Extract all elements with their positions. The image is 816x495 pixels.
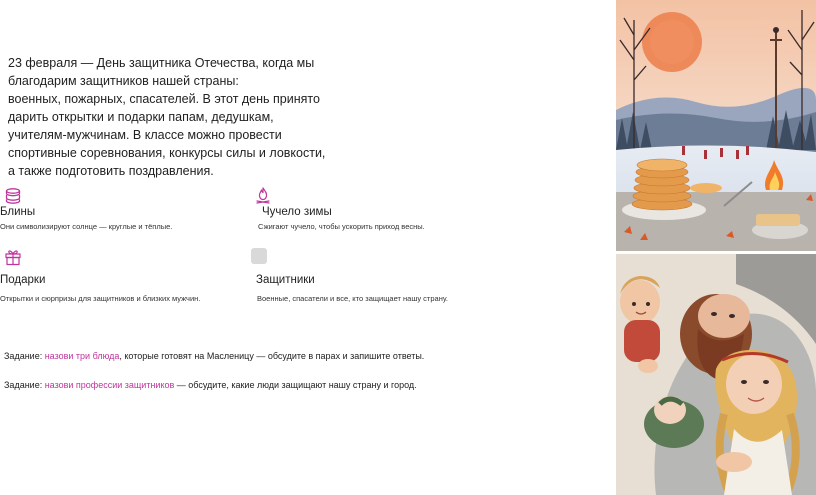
task-link-professions[interactable]: назови профессии защитников	[44, 380, 175, 390]
task-prefix: Задание:	[4, 380, 45, 390]
maslenitsa-illustration	[616, 0, 816, 251]
gift-icon	[4, 248, 22, 266]
task-suffix: , которые готовят на Масленицу — обсудите в парах и запишите ответы.	[119, 351, 425, 361]
task-prefix: Задание:	[4, 351, 45, 361]
intro-line: а также подготовить поздравления.	[8, 164, 214, 178]
intro-line: спортивные соревнования, конкурсы силы и ловкости,	[8, 146, 326, 160]
feature-podarki	[0, 248, 200, 303]
intro-line: 23 февраля — День защитника Отечества, когда мы	[8, 56, 315, 70]
maslenitsa-scene-image	[616, 0, 816, 251]
family-scene-image	[616, 254, 816, 495]
feature-title: Защитники	[256, 274, 315, 286]
pancake-stack-icon	[4, 186, 22, 204]
task-1	[4, 351, 424, 361]
task-link-dishes[interactable]: назови три блюда	[44, 351, 120, 361]
task-2	[4, 380, 417, 390]
intro-paragraph	[8, 54, 348, 180]
task-suffix: — обсудите, какие люди защищают нашу страну и город.	[174, 380, 417, 390]
intro-line: благодарим защитников нашей страны:	[8, 74, 239, 88]
feature-zashchitniki	[251, 248, 448, 303]
intro-line: военных, пожарных, спасателей. В этот день принято	[8, 92, 320, 106]
intro-line: учителям-мужчинам. В классе можно провести	[8, 128, 282, 142]
feature-desc: Открытки и сюрпризы для защитников и близких мужчин.	[0, 294, 201, 303]
intro-line: дарить открытки и подарки папам, дедушкам,	[8, 110, 274, 124]
family-illustration	[616, 254, 816, 495]
feature-title: Чучело зимы	[262, 206, 332, 218]
feature-title: Подарки	[0, 274, 46, 286]
feature-chuchelo	[258, 186, 425, 231]
feature-desc: Военные, спасатели и все, кто защищает нашу страну.	[257, 294, 448, 303]
feature-desc: Они символизируют солнце — круглые и тёплые.	[0, 222, 173, 231]
placeholder-square-icon	[251, 248, 267, 264]
bonfire-icon	[254, 186, 272, 204]
feature-bliny	[0, 186, 172, 231]
feature-desc: Сжигают чучело, чтобы ускорить приход весны.	[258, 222, 425, 231]
feature-title: Блины	[0, 206, 36, 218]
